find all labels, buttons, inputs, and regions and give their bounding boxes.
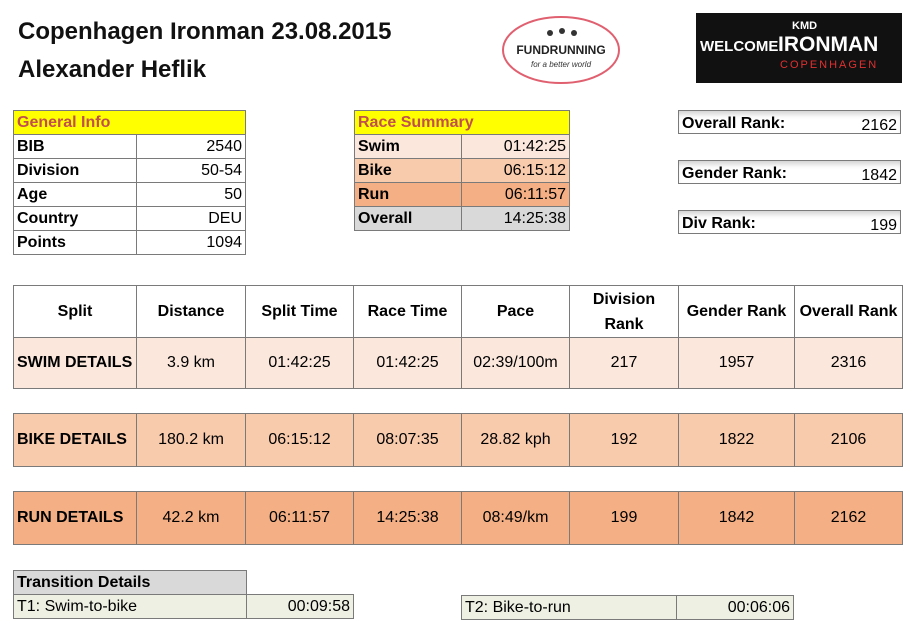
ironman-brand: IRONMAN — [778, 33, 879, 56]
gender-rank-value: 1842 — [861, 167, 897, 184]
swim-split-time: 01:42:25 — [246, 338, 354, 389]
page-title: Copenhagen Ironman 23.08.2015 — [18, 18, 392, 45]
run-distance: 42.2 km — [137, 492, 246, 545]
col-split: Split — [14, 286, 137, 338]
overall-summary-value: 14:25:38 — [462, 207, 570, 231]
run-summary-label: Run — [355, 183, 462, 207]
fundrunning-name: FUNDRUNNING — [516, 43, 606, 57]
swim-summary-value: 01:42:25 — [462, 135, 570, 159]
transition-t1-table — [13, 570, 354, 619]
t1-value: 00:09:58 — [247, 595, 354, 619]
bike-split: BIKE DETAILS — [14, 414, 137, 467]
run-split: RUN DETAILS — [14, 492, 137, 545]
swim-summary-label: Swim — [355, 135, 462, 159]
bib-value: 2540 — [137, 135, 246, 159]
country-label: Country — [14, 207, 137, 231]
run-split-time: 06:11:57 — [246, 492, 354, 545]
country-value: DEU — [137, 207, 246, 231]
age-value: 50 — [137, 183, 246, 207]
t1-label: T1: Swim-to-bike — [14, 595, 247, 619]
bike-overall-rank: 2106 — [795, 414, 903, 467]
ironman-logo-art — [696, 13, 902, 83]
points-label: Points — [14, 231, 137, 255]
ironman-logo — [696, 13, 902, 83]
fundrunning-logo-art — [500, 13, 622, 86]
t2-label: T2: Bike-to-run — [462, 596, 677, 620]
t2-value: 00:06:06 — [677, 596, 794, 620]
bike-summary-value: 06:15:12 — [462, 159, 570, 183]
bike-details-row — [14, 414, 903, 467]
col-pace: Pace — [462, 286, 570, 338]
swim-split: SWIM DETAILS — [14, 338, 137, 389]
transition-header: Transition Details — [14, 571, 247, 595]
run-gender-rank: 1842 — [679, 492, 795, 545]
bike-details-table — [13, 413, 903, 467]
fundrunning-logo — [500, 13, 622, 86]
gender-rank-label: Gender Rank: — [682, 165, 787, 182]
col-split-time: Split Time — [246, 286, 354, 338]
swim-gender-rank: 1957 — [679, 338, 795, 389]
overall-rank-label: Overall Rank: — [682, 115, 786, 132]
split-details-table — [13, 285, 903, 389]
overall-rank-box — [678, 110, 901, 134]
bike-split-time: 06:15:12 — [246, 414, 354, 467]
bike-division-rank: 192 — [570, 414, 679, 467]
swim-division-rank: 217 — [570, 338, 679, 389]
transition-t2-table — [461, 595, 794, 620]
col-race-time: Race Time — [354, 286, 462, 338]
details-header-row — [14, 286, 903, 338]
general-info-table — [13, 110, 246, 255]
gender-rank-box — [678, 160, 901, 184]
overall-rank-value: 2162 — [861, 117, 897, 134]
swim-details-row — [14, 338, 903, 389]
col-gender-rank: Gender Rank — [679, 286, 795, 338]
run-race-time: 14:25:38 — [354, 492, 462, 545]
ironman-city: COPENHAGEN — [780, 59, 879, 71]
bike-pace: 28.82 kph — [462, 414, 570, 467]
bike-gender-rank: 1822 — [679, 414, 795, 467]
div-rank-box — [678, 210, 901, 234]
overall-summary-label: Overall — [355, 207, 462, 231]
div-rank-label: Div Rank: — [682, 215, 756, 232]
age-label: Age — [14, 183, 137, 207]
fundrunning-tagline: for a better world — [530, 60, 592, 69]
general-info-header: General Info — [14, 111, 246, 135]
col-distance: Distance — [137, 286, 246, 338]
col-division-rank: Division Rank — [570, 286, 679, 338]
swim-race-time: 01:42:25 — [354, 338, 462, 389]
run-details-table — [13, 491, 903, 545]
ironman-welcome: WELCOME — [700, 38, 779, 55]
run-overall-rank: 2162 — [795, 492, 903, 545]
race-summary-header: Race Summary — [355, 111, 570, 135]
swim-distance: 3.9 km — [137, 338, 246, 389]
bike-summary-label: Bike — [355, 159, 462, 183]
run-summary-value: 06:11:57 — [462, 183, 570, 207]
run-pace: 08:49/km — [462, 492, 570, 545]
run-division-rank: 199 — [570, 492, 679, 545]
points-value: 1094 — [137, 231, 246, 255]
bike-distance: 180.2 km — [137, 414, 246, 467]
col-overall-rank: Overall Rank — [795, 286, 903, 338]
race-summary-table — [354, 110, 570, 231]
run-details-row — [14, 492, 903, 545]
division-value: 50-54 — [137, 159, 246, 183]
athlete-name: Alexander Heflik — [18, 56, 207, 83]
div-rank-value: 199 — [870, 217, 897, 234]
division-label: Division — [14, 159, 137, 183]
swim-pace: 02:39/100m — [462, 338, 570, 389]
ironman-kmd: KMD — [792, 20, 818, 32]
bib-label: BIB — [14, 135, 137, 159]
swim-overall-rank: 2316 — [795, 338, 903, 389]
bike-race-time: 08:07:35 — [354, 414, 462, 467]
